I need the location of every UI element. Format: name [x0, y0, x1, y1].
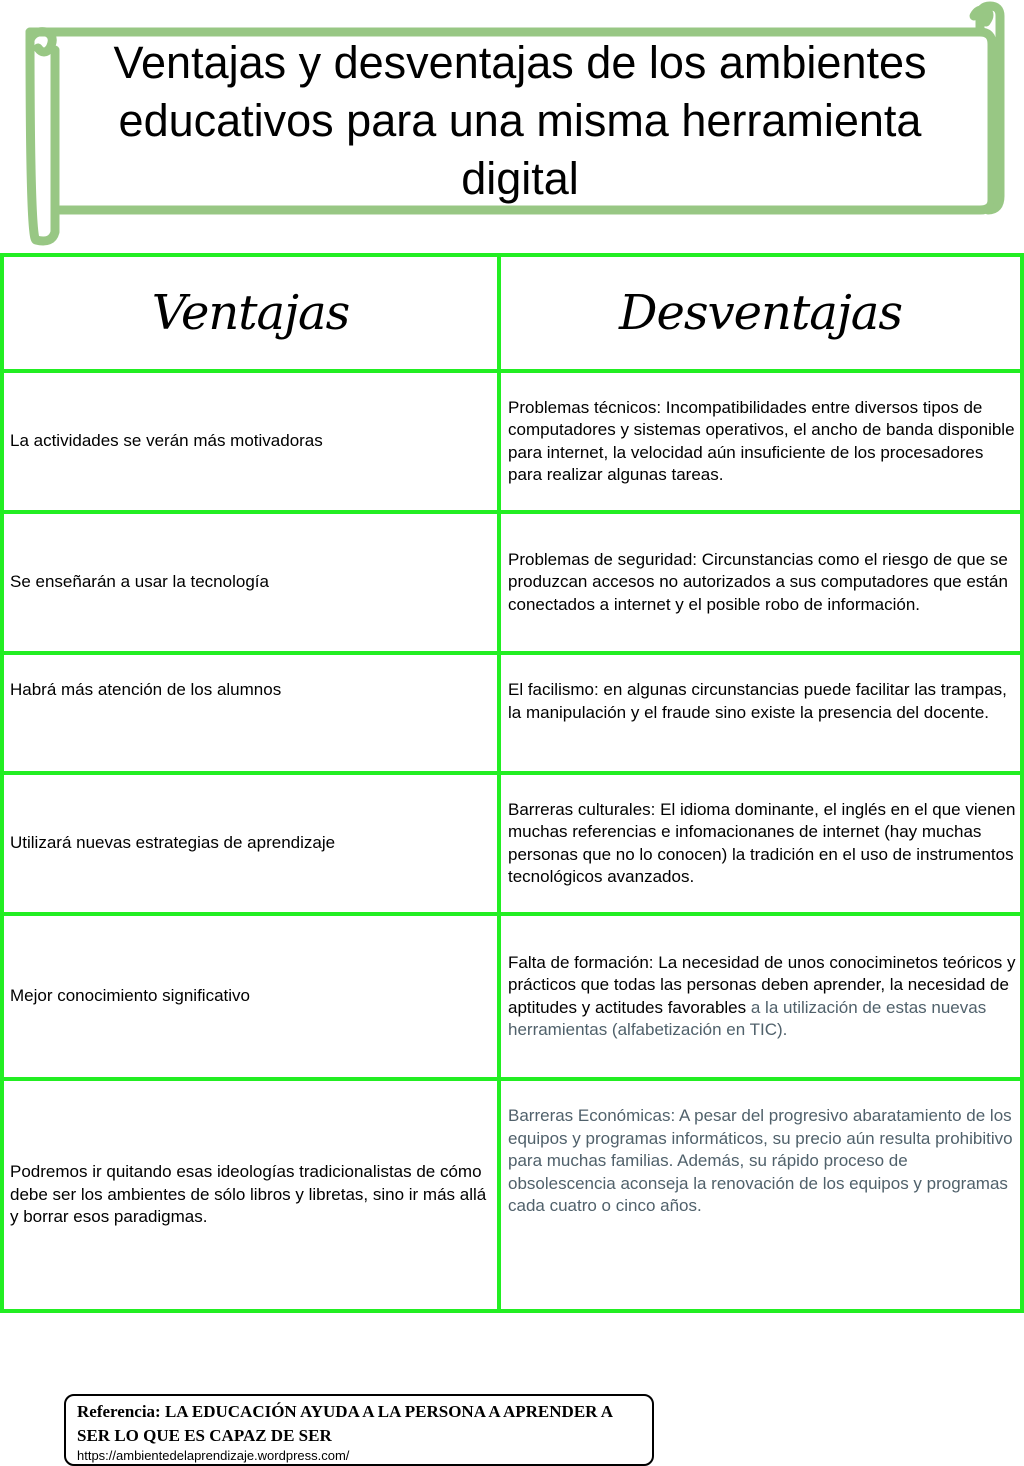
disadvantage-text: Falta de formación: La necesidad de unos conociminetos teóricos y prácticos que todas las personas deben aprender, la necesidad de aptitudes y actitudes favorables — [508, 952, 1016, 1017]
table-row — [2, 1079, 1022, 1311]
advantage-cell: La actividades se verán más motivadoras — [2, 371, 499, 512]
advantage-cell: Mejor conocimiento significativo — [2, 914, 499, 1079]
table-row — [2, 773, 1022, 914]
disadvantage-cell: Barreras Económicas: A pesar del progresivo abaratamiento de los equipos y programas informáticos, su precio aún resulta prohibitivo para muchas familias. Además, su rápido proceso de obsolescencia aconseja la renovación de los equipos y programas cada cuatro o cinco años. — [499, 1079, 1022, 1311]
comparison-table — [0, 253, 1024, 1313]
disadvantage-cell: El facilismo: en algunas circunstancias puede facilitar las trampas, la manipulación y el fraude sino existe la presencia del docente. — [499, 653, 1022, 773]
table-row — [2, 914, 1022, 1079]
disadvantage-cell: Barreras culturales: El idioma dominante, el inglés en el que vienen muchas referencias e infomacionanes de internet (hay muchas personas que no lo conocen) la tradición en el uso de instrumentos tecnológicos avanzados. — [499, 773, 1022, 914]
table-row — [2, 512, 1022, 653]
disadvantage-cell: Problemas de seguridad: Circunstancias como el riesgo de que se produzcan accesos no autorizados a sus computadores que están conectados a internet y el posible robo de información. — [499, 512, 1022, 653]
disadvantages-header: Desventajas — [499, 255, 1022, 371]
page-title: Ventajas y desventajas de los ambientes educativos para una misma herramienta digital — [113, 37, 927, 204]
advantage-cell: Habrá más atención de los alumnos — [2, 653, 499, 773]
table-row — [2, 653, 1022, 773]
reference-label: Referencia: LA EDUCACIÓN AYUDA A LA PERSONA A APRENDER A SER LO QUE ES CAPAZ DE SER — [77, 1402, 613, 1445]
reference-box — [64, 1394, 654, 1466]
advantage-cell: Podremos ir quitando esas ideologías tradicionalistas de cómo debe ser los ambientes de sólo libros y libretas, sino ir más allá y borrar esos paradigmas. — [2, 1079, 499, 1311]
reference-url[interactable]: https://ambientedelaprendizaje.wordpress.com/ — [77, 1448, 350, 1463]
table-header-row — [2, 255, 1022, 371]
disadvantage-cell: Problemas técnicos: Incompatibilidades entre diversos tipos de computadores y sistemas operativos, el ancho de banda disponible para internet, la velocidad aún insuficiente de los procesadores para realizar algunas tareas. — [499, 371, 1022, 512]
advantages-header: Ventajas — [2, 255, 499, 371]
table-row — [2, 371, 1022, 512]
advantage-cell: Utilizará nuevas estrategias de aprendizaje — [2, 773, 499, 914]
disadvantage-cell — [499, 914, 1022, 1079]
disadvantage-text-muted: a la utilización de estas nuevas herramientas (alfabetización en TIC). — [508, 997, 987, 1039]
advantage-cell: Se enseñarán a usar la tecnología — [2, 512, 499, 653]
